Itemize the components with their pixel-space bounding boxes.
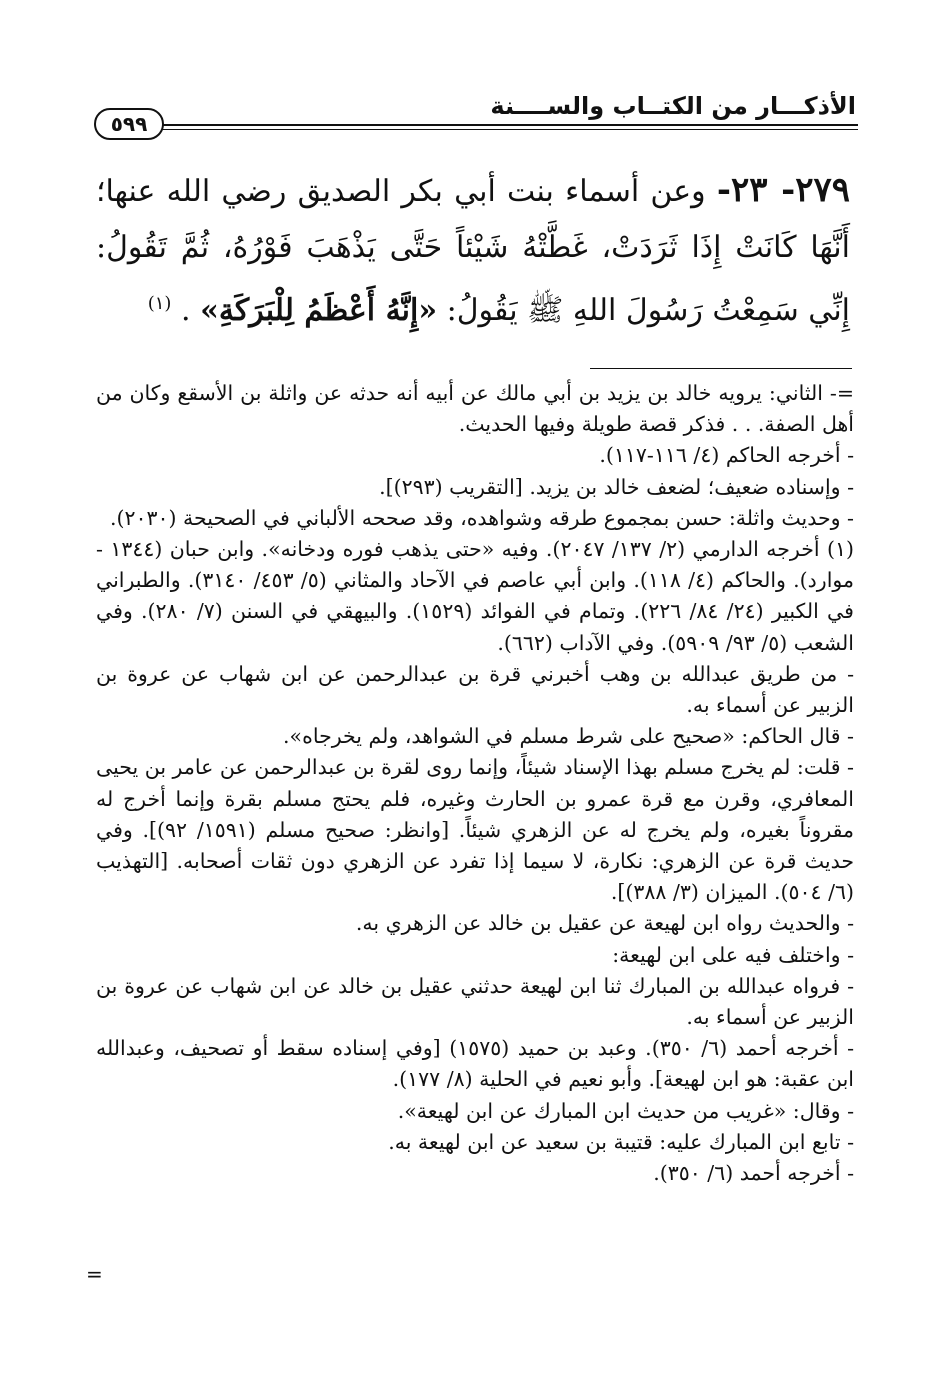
footnote-line: - أخرجه الحاكم (٤/ ١١٦-١١٧).: [599, 443, 854, 468]
page-number: ٥٩٩: [94, 108, 164, 140]
hadith-body: أَنَّهَا كَانَتْ إِذَا ثَرَدَتْ، غَطَّتْهُ شَيْئاً حَتَّى يَذْهَبَ فَوْرُهُ، ثُمَّ تَقُولُ: إِنِّي سَمِعْتُ رَسُولَ اللهِ ﷺ يَقُولُ:: [96, 230, 850, 328]
hadith-number: ٢٧٩- ٢٣-: [716, 170, 850, 210]
footnote-line: - قلت: لم يخرج مسلم بهذا الإسناد شيئاً، وإنما روى لقرة بن عبدالرحمن عن عامر بن يحيى المعافري، وقرن مع قرة عمرو بن الحارث وغيره، فلم يحتج مسلم بقرة وإنما أخرج له مقروناً بغيره، ولم يخرج له عن الزهري شيئاً. [وانظر: صحيح مسلم (١٥٩١/ ٩٢)]. وفي حديث قرة عن الزهري: نكارة، لا سيما إذا تفرد عن الزهري دون ثقات أصحابه. [التهذيب (٦/ ٥٠٤). الميزان (٣/ ٣٨٨)].: [96, 755, 854, 905]
hadith-text: [96, 162, 850, 339]
running-title: الأذكـــار من الكتــاب والســــنة: [490, 92, 856, 120]
footnote-line: - أخرجه أحمد (٦/ ٣٥٠).: [653, 1161, 854, 1186]
continuation-marker: =: [86, 1262, 103, 1286]
footnote-line: - من طريق عبدالله بن وهب أخبرني قرة بن عبدالرحمن عن ابن شهاب عن عروة بن الزبير عن أسماء به.: [96, 661, 854, 718]
hadith-end: .: [180, 293, 191, 328]
footnote-line: =- الثاني: يرويه خالد بن يزيد بن أبي مالك عن أبيه أنه حدثه عن واثلة بن الأسقع وكان من أهل الصفة. . . فذكر قصة طويلة وفيها الحديث.: [96, 381, 854, 437]
hadith-quote: «إِنَّهُ أَعْظَمُ لِلْبَرَكَةِ»: [200, 293, 438, 328]
header-rule: [160, 124, 858, 130]
footnote-line: - تابع ابن المبارك عليه: قتيبة بن سعيد عن ابن لهيعة به.: [388, 1129, 854, 1154]
hadith-intro: وعن أسماء بنت أبي بكر الصديق رضي الله عنها؛: [96, 174, 706, 209]
footnote-line: - وإسناده ضعيف؛ لضعف خالد بن يزيد. [التقريب (٢٩٣)].: [379, 474, 854, 499]
footnote-line: - واختلف فيه على ابن لهيعة:: [612, 942, 854, 967]
footnote-line: - فرواه عبدالله بن المبارك ثنا ابن لهيعة حدثني عقيل بن خالد عن ابن شهاب عن عروة بن الزبير عن أسماء به.: [96, 973, 854, 1030]
footnote-separator: [590, 368, 852, 369]
footnote-line: - وقال: «غريب من حديث ابن المبارك عن ابن لهيعة».: [397, 1098, 854, 1123]
footnote-line: - وحديث واثلة: حسن بمجموع طرقه وشواهده، وقد صححه الألباني في الصحيحة (٢٠٣٠).: [109, 505, 854, 530]
page-header: [88, 88, 858, 138]
footnote-line: - قال الحاكم: «صحيح على شرط مسلم في الشواهد، ولم يخرجاه».: [283, 724, 854, 749]
footnote-line: - والحديث رواه ابن لهيعة عن عقيل بن خالد عن الزهري به.: [355, 911, 854, 936]
footnote-line: (١) أخرجه الدارمي (٢/ ١٣٧/ ٢٠٤٧). وفيه «حتى يذهب فوره ودخانه». وابن حبان (١٣٤٤ - موارد). والحاكم (٤/ ١١٨). وابن أبي عاصم في الآحاد والمثاني (٥/ ٤٥٣/ ٣١٤٠). والطبراني في الكبير (٢٤/ ٨٤/ ٢٢٦). وتمام في الفوائد (١٥٢٩). والبيهقي في السنن (٧/ ٢٨٠). وفي الشعب (٥/ ٩٣/ ٥٩٠٩). وفي الآداب (٦٦٢).: [96, 537, 854, 655]
footnote-line: - أخرجه أحمد (٦/ ٣٥٠). وعبد بن حميد (١٥٧٥) [وفي إسناده سقط أو تصحيف، وعبدالله ابن عقبة: هو ابن لهيعة]. وأبو نعيم في الحلية (٨/ ١٧٧).: [96, 1036, 855, 1092]
footnote-reference: (١): [147, 293, 172, 314]
footnotes: [96, 378, 854, 1189]
